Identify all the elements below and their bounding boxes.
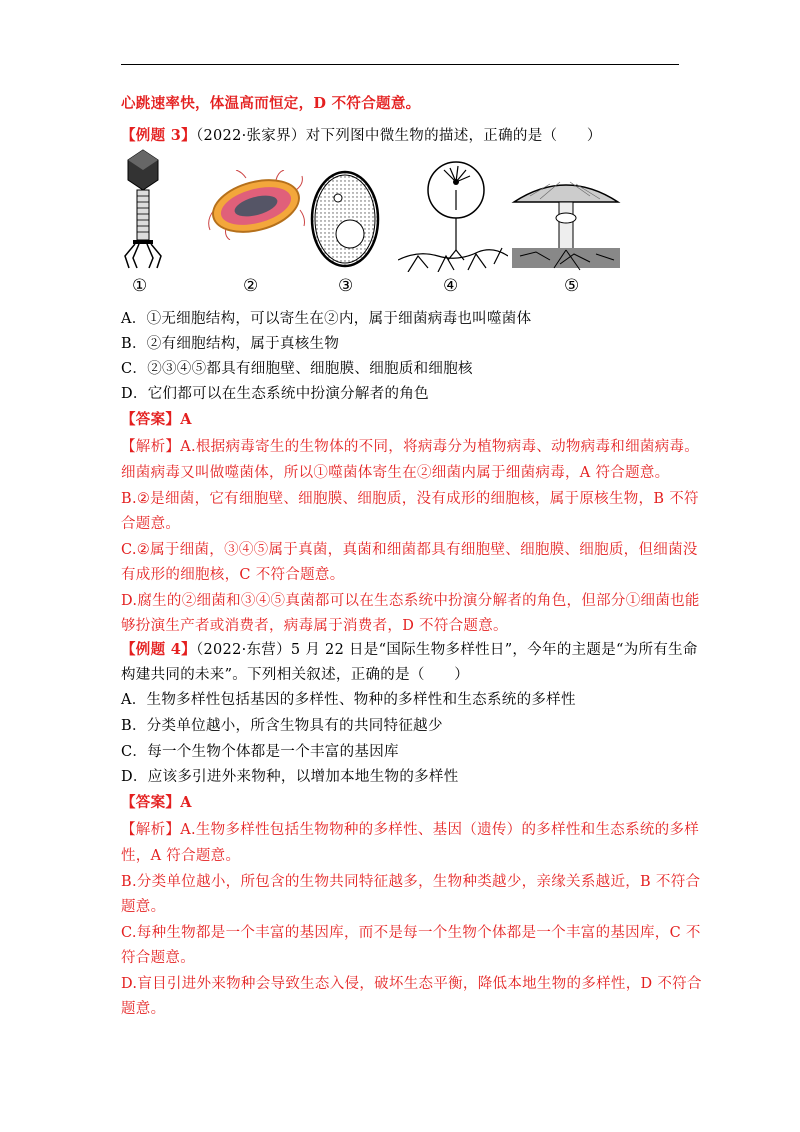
option-a: A．①无细胞结构，可以寄生在②内，属于细菌病毒也叫噬菌体	[121, 311, 532, 327]
analysis-line: D.腐生的②细菌和③④⑤真菌都可以在生态系统中扮演分解者的角色，但部分①细菌也能	[121, 593, 700, 609]
analysis-line: B.分类单位越小，所包含的生物共同特征越多，生物种类越少，亲缘关系越近，B 不符合	[121, 874, 701, 890]
figure-label: ④	[443, 276, 459, 296]
figure-label: ①	[132, 276, 148, 296]
question-text: （2022·东营）5 月 22 日是“国际生物多样性日”，今年的主题是“为所有生命	[195, 642, 698, 658]
yeast-cell-illustration	[308, 168, 382, 270]
figure-label: ⑤	[564, 276, 580, 296]
analysis-line: D.盲目引进外来物种会导致生态入侵，破坏生态平衡，降低本地生物的多样性，D 不符合	[121, 976, 702, 992]
microorganism-figure	[118, 148, 618, 298]
analysis-line: C.②属于细菌，③④⑤属于真菌，真菌和细菌都具有细胞壁、细胞膜、细胞质，但细菌没	[121, 542, 698, 558]
answer: 【答案】A	[121, 794, 192, 811]
option-a: A．生物多样性包括基因的多样性、物种的多样性和生态系统的多样性	[121, 692, 576, 708]
analysis-line: 有成形的细胞核，C 不符合题意。	[121, 567, 345, 583]
text-line: 心跳速率快，体温高而恒定，D 不符合题意。	[121, 95, 421, 112]
option-c: C．每一个生物个体都是一个丰富的基因库	[121, 744, 399, 760]
mold-illustration	[398, 160, 508, 272]
option-c: C．②③④⑤都具有细胞壁、细胞膜、细胞质和细胞核	[121, 361, 473, 377]
question-header	[121, 640, 698, 660]
figure-label: ③	[338, 276, 354, 296]
analysis-line: 细菌病毒又叫做噬菌体，所以①噬菌体寄生在②细菌内属于细菌病毒，A 符合题意。	[121, 465, 670, 481]
question-header	[121, 126, 602, 146]
option-b: B．分类单位越小，所含生物具有的共同特征越少	[121, 718, 443, 734]
question-text-line: 构建共同的未来”。下列相关叙述，正确的是（ ）	[121, 667, 470, 683]
question-tag: 【例题 4】	[121, 641, 196, 658]
option-d: D．它们都可以在生态系统中扮演分解者的角色	[121, 386, 429, 402]
question-text: （2022·张家界）对下列图中微生物的描述，正确的是（ ）	[195, 128, 602, 144]
analysis-line: 性，A 符合题意。	[121, 848, 241, 864]
option-b: B．②有细胞结构，属于真核生物	[121, 336, 340, 352]
figure-label: ②	[243, 276, 259, 296]
analysis-line: B.②是细菌，它有细胞壁、细胞膜、细胞质，没有成形的细胞核，属于原核生物，B 不符	[121, 491, 699, 507]
header-rule	[121, 64, 679, 65]
bacteriophage-illustration	[123, 148, 163, 270]
mushroom-illustration	[510, 172, 622, 272]
analysis-line: 【解析】A.根据病毒寄生的生物体的不同，将病毒分为植物病毒、动物病毒和细菌病毒。	[121, 439, 700, 455]
analysis-line: 题意。	[121, 1001, 166, 1017]
analysis-line: 【解析】A.生物多样性包括生物物种的多样性、基因（遗传）的多样性和生态系统的多样	[121, 822, 700, 838]
analysis-line: 符合题意。	[121, 950, 195, 966]
analysis-line: 题意。	[121, 899, 166, 915]
answer: 【答案】A	[121, 411, 192, 428]
option-d: D．应该多引进外来物种，以增加本地生物的多样性	[121, 769, 459, 785]
bacterium-illustration	[206, 170, 306, 240]
analysis-line: 合题意。	[121, 516, 181, 532]
analysis-line: C.每种生物都是一个丰富的基因库，而不是每一个生物个体都是一个丰富的基因库，C 不	[121, 925, 701, 941]
question-tag: 【例题 3】	[121, 127, 196, 144]
analysis-line: 够扮演生产者或消费者，病毒属于消费者，D 不符合题意。	[121, 618, 508, 634]
